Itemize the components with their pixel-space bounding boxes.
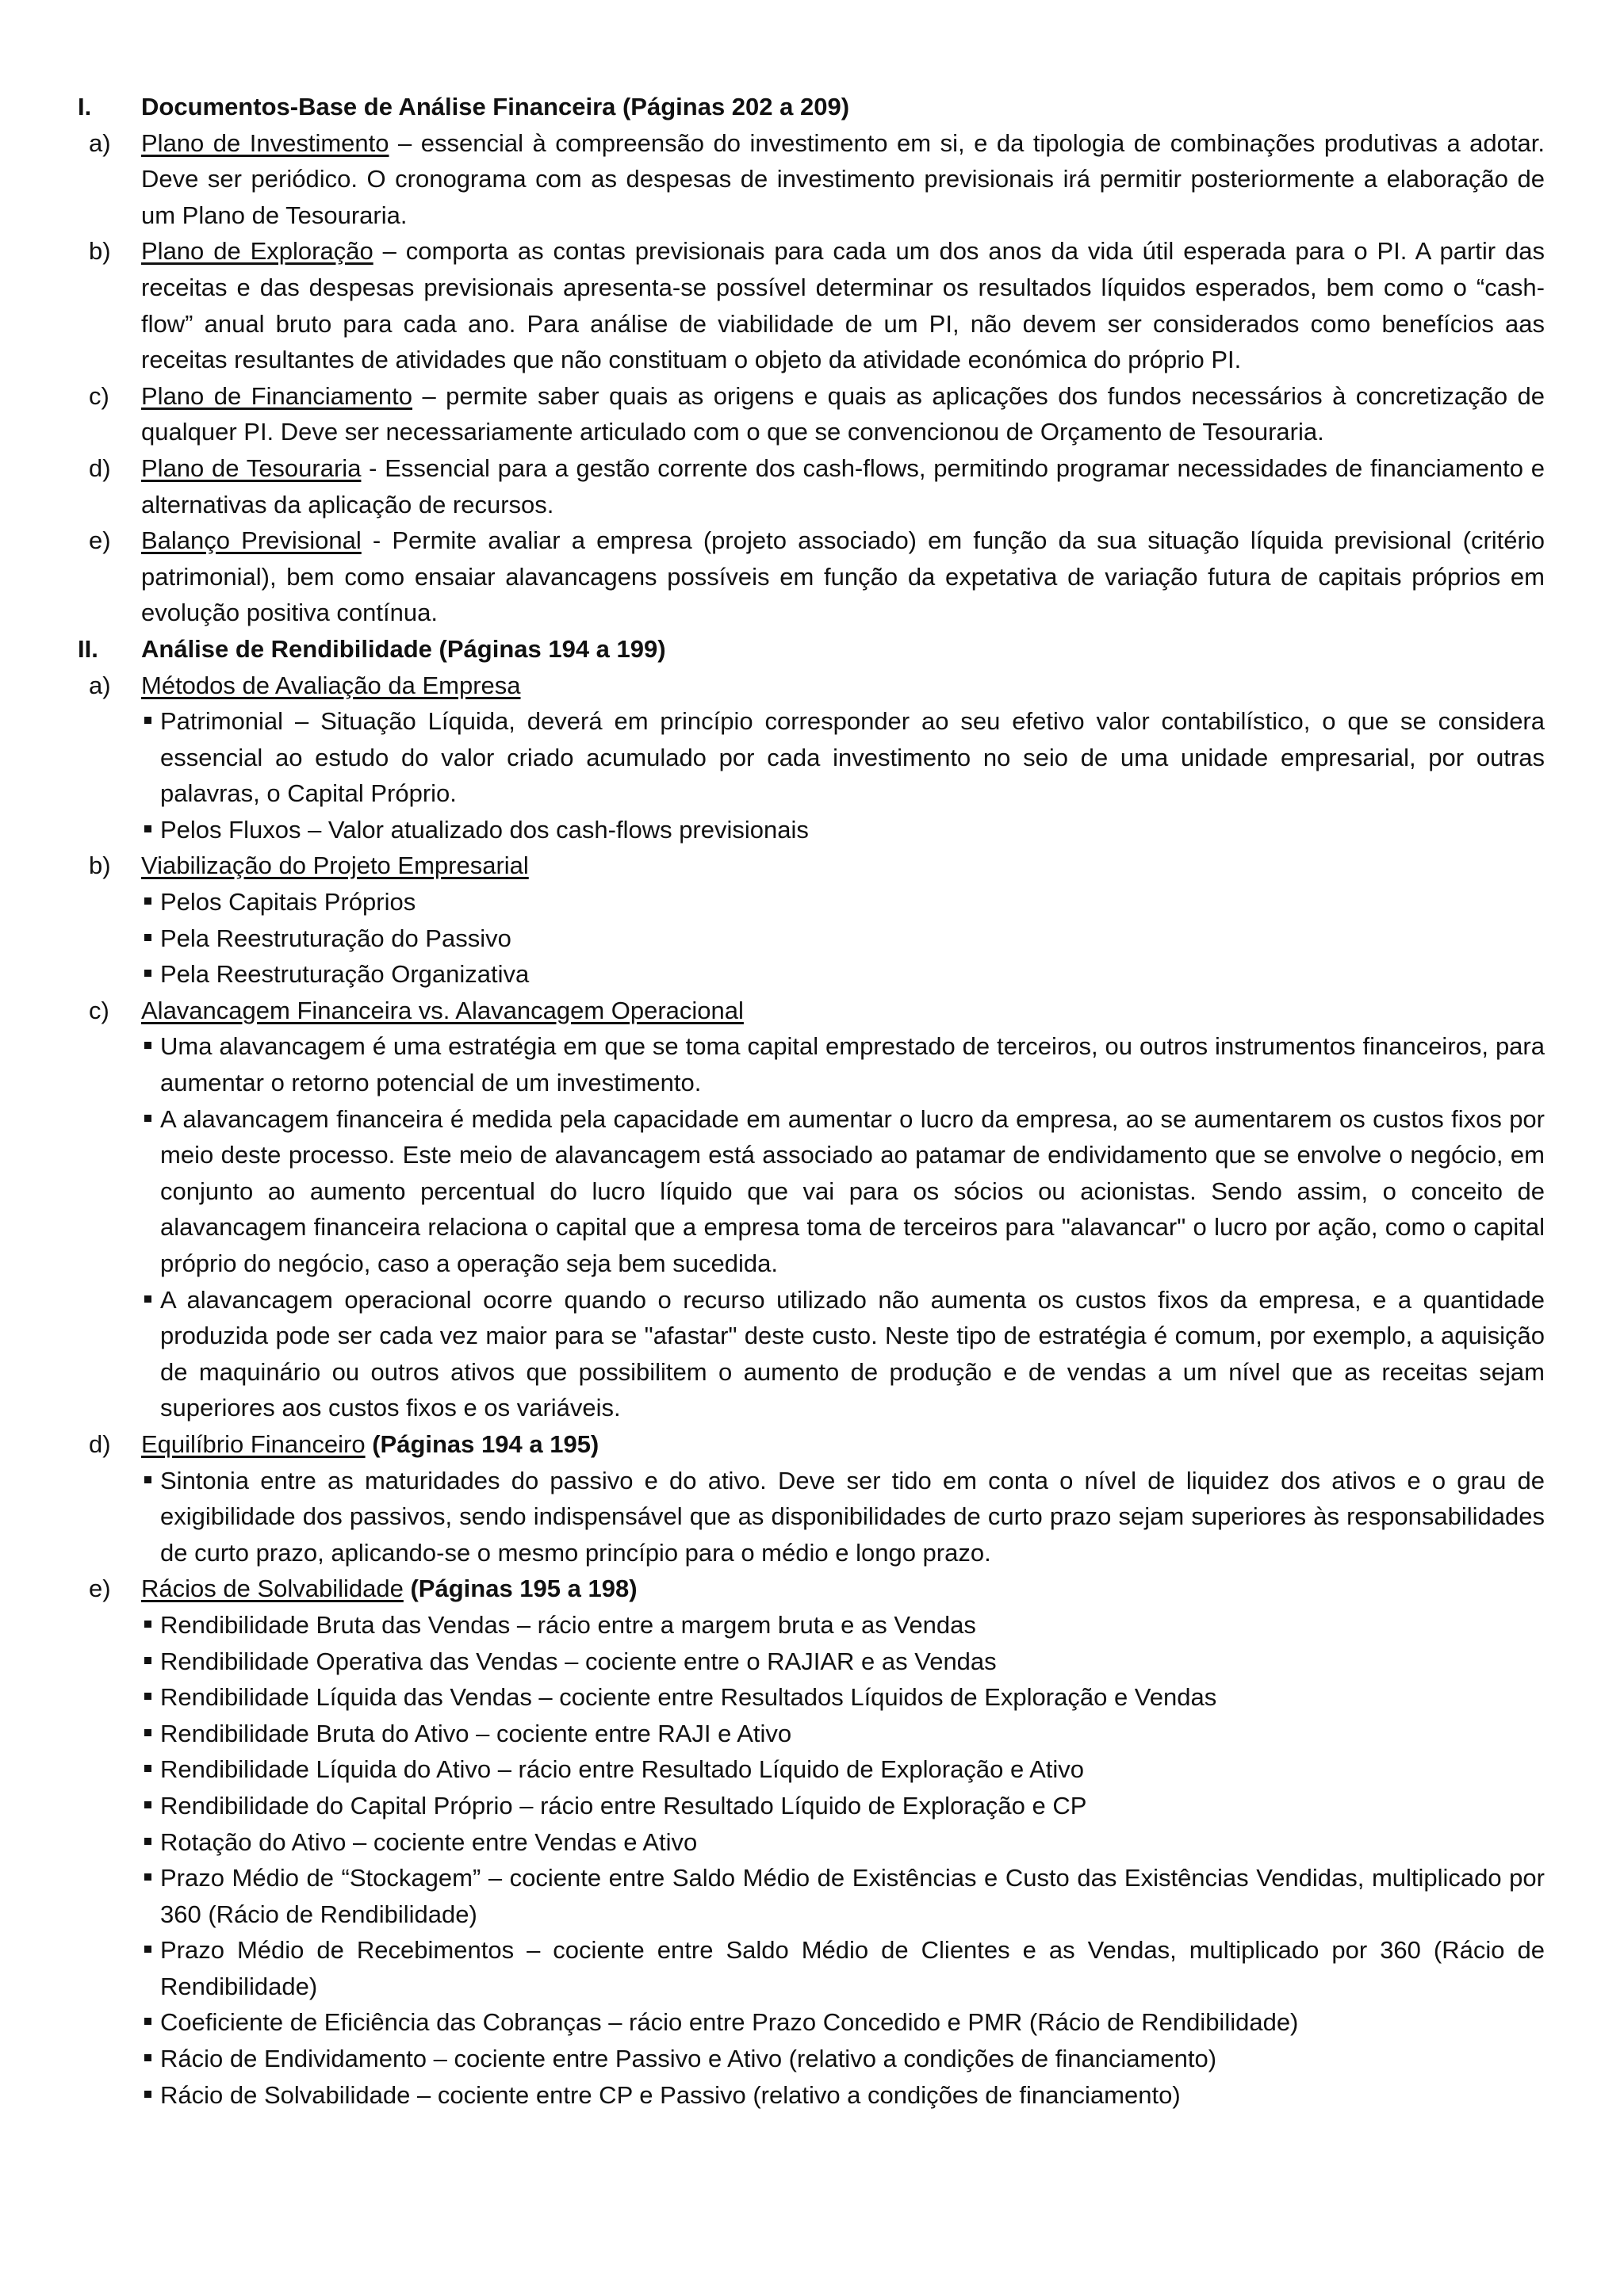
square-bullet-icon	[141, 1788, 160, 1824]
bullet-text: Prazo Médio de “Stockagem” – cociente entre Saldo Médio de Existências e Custo das Existências Vendidas, multiplicado por 360 (Rácio de Rendibilidade)	[160, 1864, 1545, 1928]
list-item	[71, 378, 1545, 450]
bullet-text: Rendibilidade Bruta do Ativo – cociente entre RAJI e Ativo	[160, 1719, 792, 1747]
square-bullet-icon	[141, 1282, 160, 1426]
item-term: Alavancagem Financeira vs. Alavancagem Operacional	[141, 996, 744, 1024]
bullet-item	[141, 1463, 1545, 1571]
square-bullet-icon	[141, 1824, 160, 1861]
bullet-item	[141, 2041, 1545, 2077]
bullet-list	[71, 1607, 1545, 2113]
square-bullet-icon	[141, 1679, 160, 1716]
list-item	[71, 668, 1545, 704]
square-bullet-icon	[141, 920, 160, 957]
item-text: – essencial à compreensão do investimento em si, e da tipologia de combinações produtivas a adotar. Deve ser periódico. O cronograma com as despesas de investimento previsionais irá permitir posteriormente a elaboração de um Plano de Tesouraria.	[141, 128, 1545, 229]
item-term: Plano de Investimento	[141, 128, 389, 157]
bullet-text: Pela Reestruturação do Passivo	[160, 924, 511, 952]
item-term: Plano de Financiamento	[141, 381, 413, 410]
bullet-item	[141, 1679, 1545, 1716]
item-page-ref: (Páginas 194 a 195)	[365, 1429, 599, 1458]
item-label: b)	[89, 851, 111, 880]
bullet-text: Rendibilidade Operativa das Vendas – cociente entre o RAJIAR e as Vendas	[160, 1647, 997, 1675]
bullet-text: A alavancagem operacional ocorre quando o recurso utilizado não aumenta os custos fixos da empresa, e a quantidade produzida pode ser cada vez maior para se "afastar" deste custo. Neste tipo de estratégia é comum, por exemplo, a aquisição de maquinário ou outros ativos que possibilitem o aumento de produção e de vendas a um nível que as receitas sejam superiores aos custos fixos e os variáveis.	[160, 1285, 1545, 1422]
bullet-text: Rendibilidade Bruta das Vendas – rácio entre a margem bruta e as Vendas	[160, 1610, 976, 1639]
bullet-item	[141, 812, 1545, 848]
list-item	[71, 450, 1545, 522]
section-title: Análise de Rendibilidade (Páginas 194 a 199)	[141, 634, 666, 663]
list-item	[71, 1426, 1545, 1463]
item-term: Plano de Exploração	[141, 237, 373, 266]
bullet-text: Sintonia entre as maturidades do passivo e do ativo. Deve ser tido em conta o nível de liquidez dos ativos e o grau de exigibilidade dos passivos, sendo indispensável que as disponibilidades de curto prazo sejam superiores às responsabilidades de curto prazo, aplicando-se o mesmo princípio para o médio e longo prazo.	[160, 1466, 1545, 1567]
square-bullet-icon	[141, 812, 160, 848]
item-label: e)	[89, 526, 111, 555]
item-label: d)	[89, 1429, 111, 1458]
item-term: Viabilização do Projeto Empresarial	[141, 851, 529, 880]
bullet-list	[71, 884, 1545, 993]
square-bullet-icon	[141, 2077, 160, 2114]
square-bullet-icon	[141, 1751, 160, 1788]
bullet-item	[141, 1644, 1545, 1680]
item-term: Balanço Previsional	[141, 526, 362, 555]
square-bullet-icon	[141, 1716, 160, 1752]
bullet-item	[141, 1101, 1545, 1282]
item-label: b)	[89, 237, 111, 266]
bullet-item	[141, 956, 1545, 993]
item-text: - Permite avaliar a empresa (projeto associado) em função da sua situação líquida previsional (critério patrimonial), bem como ensaiar alavancagens possíveis em função da expetativa de variação futura de capitais próprios em evolução positiva contínua.	[141, 526, 1545, 627]
item-label: e)	[89, 1575, 111, 1603]
bullet-item	[141, 1788, 1545, 1824]
item-label: a)	[89, 671, 111, 699]
section-items	[71, 668, 1545, 2114]
bullet-item	[141, 2004, 1545, 2041]
bullet-text: Uma alavancagem é uma estratégia em que se toma capital emprestado de terceiros, ou outros instrumentos financeiros, para aumentar o retorno potencial de um investimento.	[160, 1032, 1545, 1097]
bullet-item	[141, 1607, 1545, 1644]
list-item	[71, 125, 1545, 234]
square-bullet-icon	[141, 1463, 160, 1571]
bullet-list	[71, 703, 1545, 848]
bullet-item	[141, 703, 1545, 812]
section-heading	[71, 89, 1545, 125]
bullet-item	[141, 1028, 1545, 1100]
item-label: a)	[89, 128, 111, 157]
square-bullet-icon	[141, 884, 160, 920]
square-bullet-icon	[141, 703, 160, 812]
square-bullet-icon	[141, 1932, 160, 2004]
bullet-text: Patrimonial – Situação Líquida, deverá em princípio corresponder ao seu efetivo valor contabilístico, o que se considera essencial ao estudo do valor criado acumulado por cada investimento no seio de uma unidade empresarial, por outras palavras, o Capital Próprio.	[160, 707, 1545, 808]
bullet-text: Rácio de Endividamento – cociente entre Passivo e Ativo (relativo a condições de financiamento)	[160, 2045, 1217, 2073]
bullet-text: Pelos Capitais Próprios	[160, 888, 416, 916]
square-bullet-icon	[141, 1028, 160, 1100]
bullet-text: Rendibilidade do Capital Próprio – rácio entre Resultado Líquido de Exploração e CP	[160, 1791, 1087, 1820]
list-item	[71, 522, 1545, 631]
bullet-list	[71, 1463, 1545, 1571]
bullet-item	[141, 920, 1545, 957]
list-item	[71, 1571, 1545, 1607]
square-bullet-icon	[141, 1644, 160, 1680]
bullet-item	[141, 1282, 1545, 1426]
bullet-text: Coeficiente de Eficiência das Cobranças – rácio entre Prazo Concedido e PMR (Rácio de Rendibilidade)	[160, 2008, 1299, 2037]
bullet-text: Pela Reestruturação Organizativa	[160, 960, 530, 989]
list-item	[71, 993, 1545, 1029]
section-heading	[71, 631, 1545, 668]
bullet-item	[141, 1824, 1545, 1861]
section-number: II.	[78, 634, 98, 663]
square-bullet-icon	[141, 2004, 160, 2041]
item-label: c)	[89, 996, 109, 1024]
item-term: Equilíbrio Financeiro	[141, 1429, 366, 1458]
bullet-item	[141, 884, 1545, 920]
square-bullet-icon	[141, 1607, 160, 1644]
item-label: d)	[89, 453, 111, 482]
bullet-text: Rendibilidade Líquida das Vendas – cociente entre Resultados Líquidos de Exploração e Vendas	[160, 1683, 1217, 1712]
list-item	[71, 848, 1545, 884]
item-page-ref: (Páginas 195 a 198)	[403, 1575, 638, 1603]
item-text: – permite saber quais as origens e quais as aplicações dos fundos necessários à concretização de qualquer PI. Deve ser necessariamente articulado com o que se convencionou de Orçamento de Tesouraria.	[141, 381, 1545, 446]
bullet-item	[141, 1932, 1545, 2004]
bullet-item	[141, 1716, 1545, 1752]
bullet-item	[141, 1751, 1545, 1788]
item-text: - Essencial para a gestão corrente dos cash-flows, permitindo programar necessidades de financiamento e alternativas da aplicação de recursos.	[141, 453, 1545, 519]
bullet-text: Rotação do Ativo – cociente entre Vendas e Ativo	[160, 1827, 698, 1856]
bullet-text: Rendibilidade Líquida do Ativo – rácio entre Resultado Líquido de Exploração e Ativo	[160, 1755, 1085, 1784]
bullet-item	[141, 2077, 1545, 2114]
item-term: Plano de Tesouraria	[141, 453, 362, 482]
bullet-text: Pelos Fluxos – Valor atualizado dos cash-flows previsionais	[160, 815, 809, 844]
bullet-text: A alavancagem financeira é medida pela capacidade em aumentar o lucro da empresa, ao se aumentarem os custos fixos por meio deste processo. Este meio de alavancagem está associado ao patamar de endividamento que se envolve o negócio, em conjunto ao aumento percentual do lucro líquido que vai para os sócios ou acionistas. Sendo assim, o conceito de alavancagem financeira relaciona o capital que a empresa toma de terceiros para "alavancar" o lucro por ação, como o capital próprio do negócio, caso a operação seja bem sucedida.	[160, 1104, 1545, 1277]
square-bullet-icon	[141, 1860, 160, 1932]
section-number: I.	[78, 93, 92, 121]
bullet-list	[71, 1028, 1545, 1426]
square-bullet-icon	[141, 956, 160, 993]
section-title: Documentos-Base de Análise Financeira (Páginas 202 a 209)	[141, 93, 850, 121]
item-term: Rácios de Solvabilidade	[141, 1575, 404, 1603]
bullet-text: Prazo Médio de Recebimentos – cociente entre Saldo Médio de Clientes e as Vendas, multiplicado por 360 (Rácio de Rendibilidade)	[160, 1936, 1545, 2000]
bullet-item	[141, 1860, 1545, 1932]
bullet-text: Rácio de Solvabilidade – cociente entre CP e Passivo (relativo a condições de financiamento)	[160, 2080, 1181, 2109]
item-text: – comporta as contas previsionais para cada um dos anos da vida útil esperada para o PI. A partir das receitas e das despesas previsionais apresenta-se possível determinar os resultados líquidos esperados, bem como o “cash-flow” anual bruto para cada ano. Para análise de viabilidade de um PI, não devem ser considerados como benefícios aas receitas resultantes de atividades que não constituam o objeto da atividade económica do próprio PI.	[141, 237, 1545, 374]
item-term: Métodos de Avaliação da Empresa	[141, 671, 521, 699]
square-bullet-icon	[141, 1101, 160, 1282]
item-label: c)	[89, 381, 109, 410]
square-bullet-icon	[141, 2041, 160, 2077]
list-item	[71, 233, 1545, 377]
